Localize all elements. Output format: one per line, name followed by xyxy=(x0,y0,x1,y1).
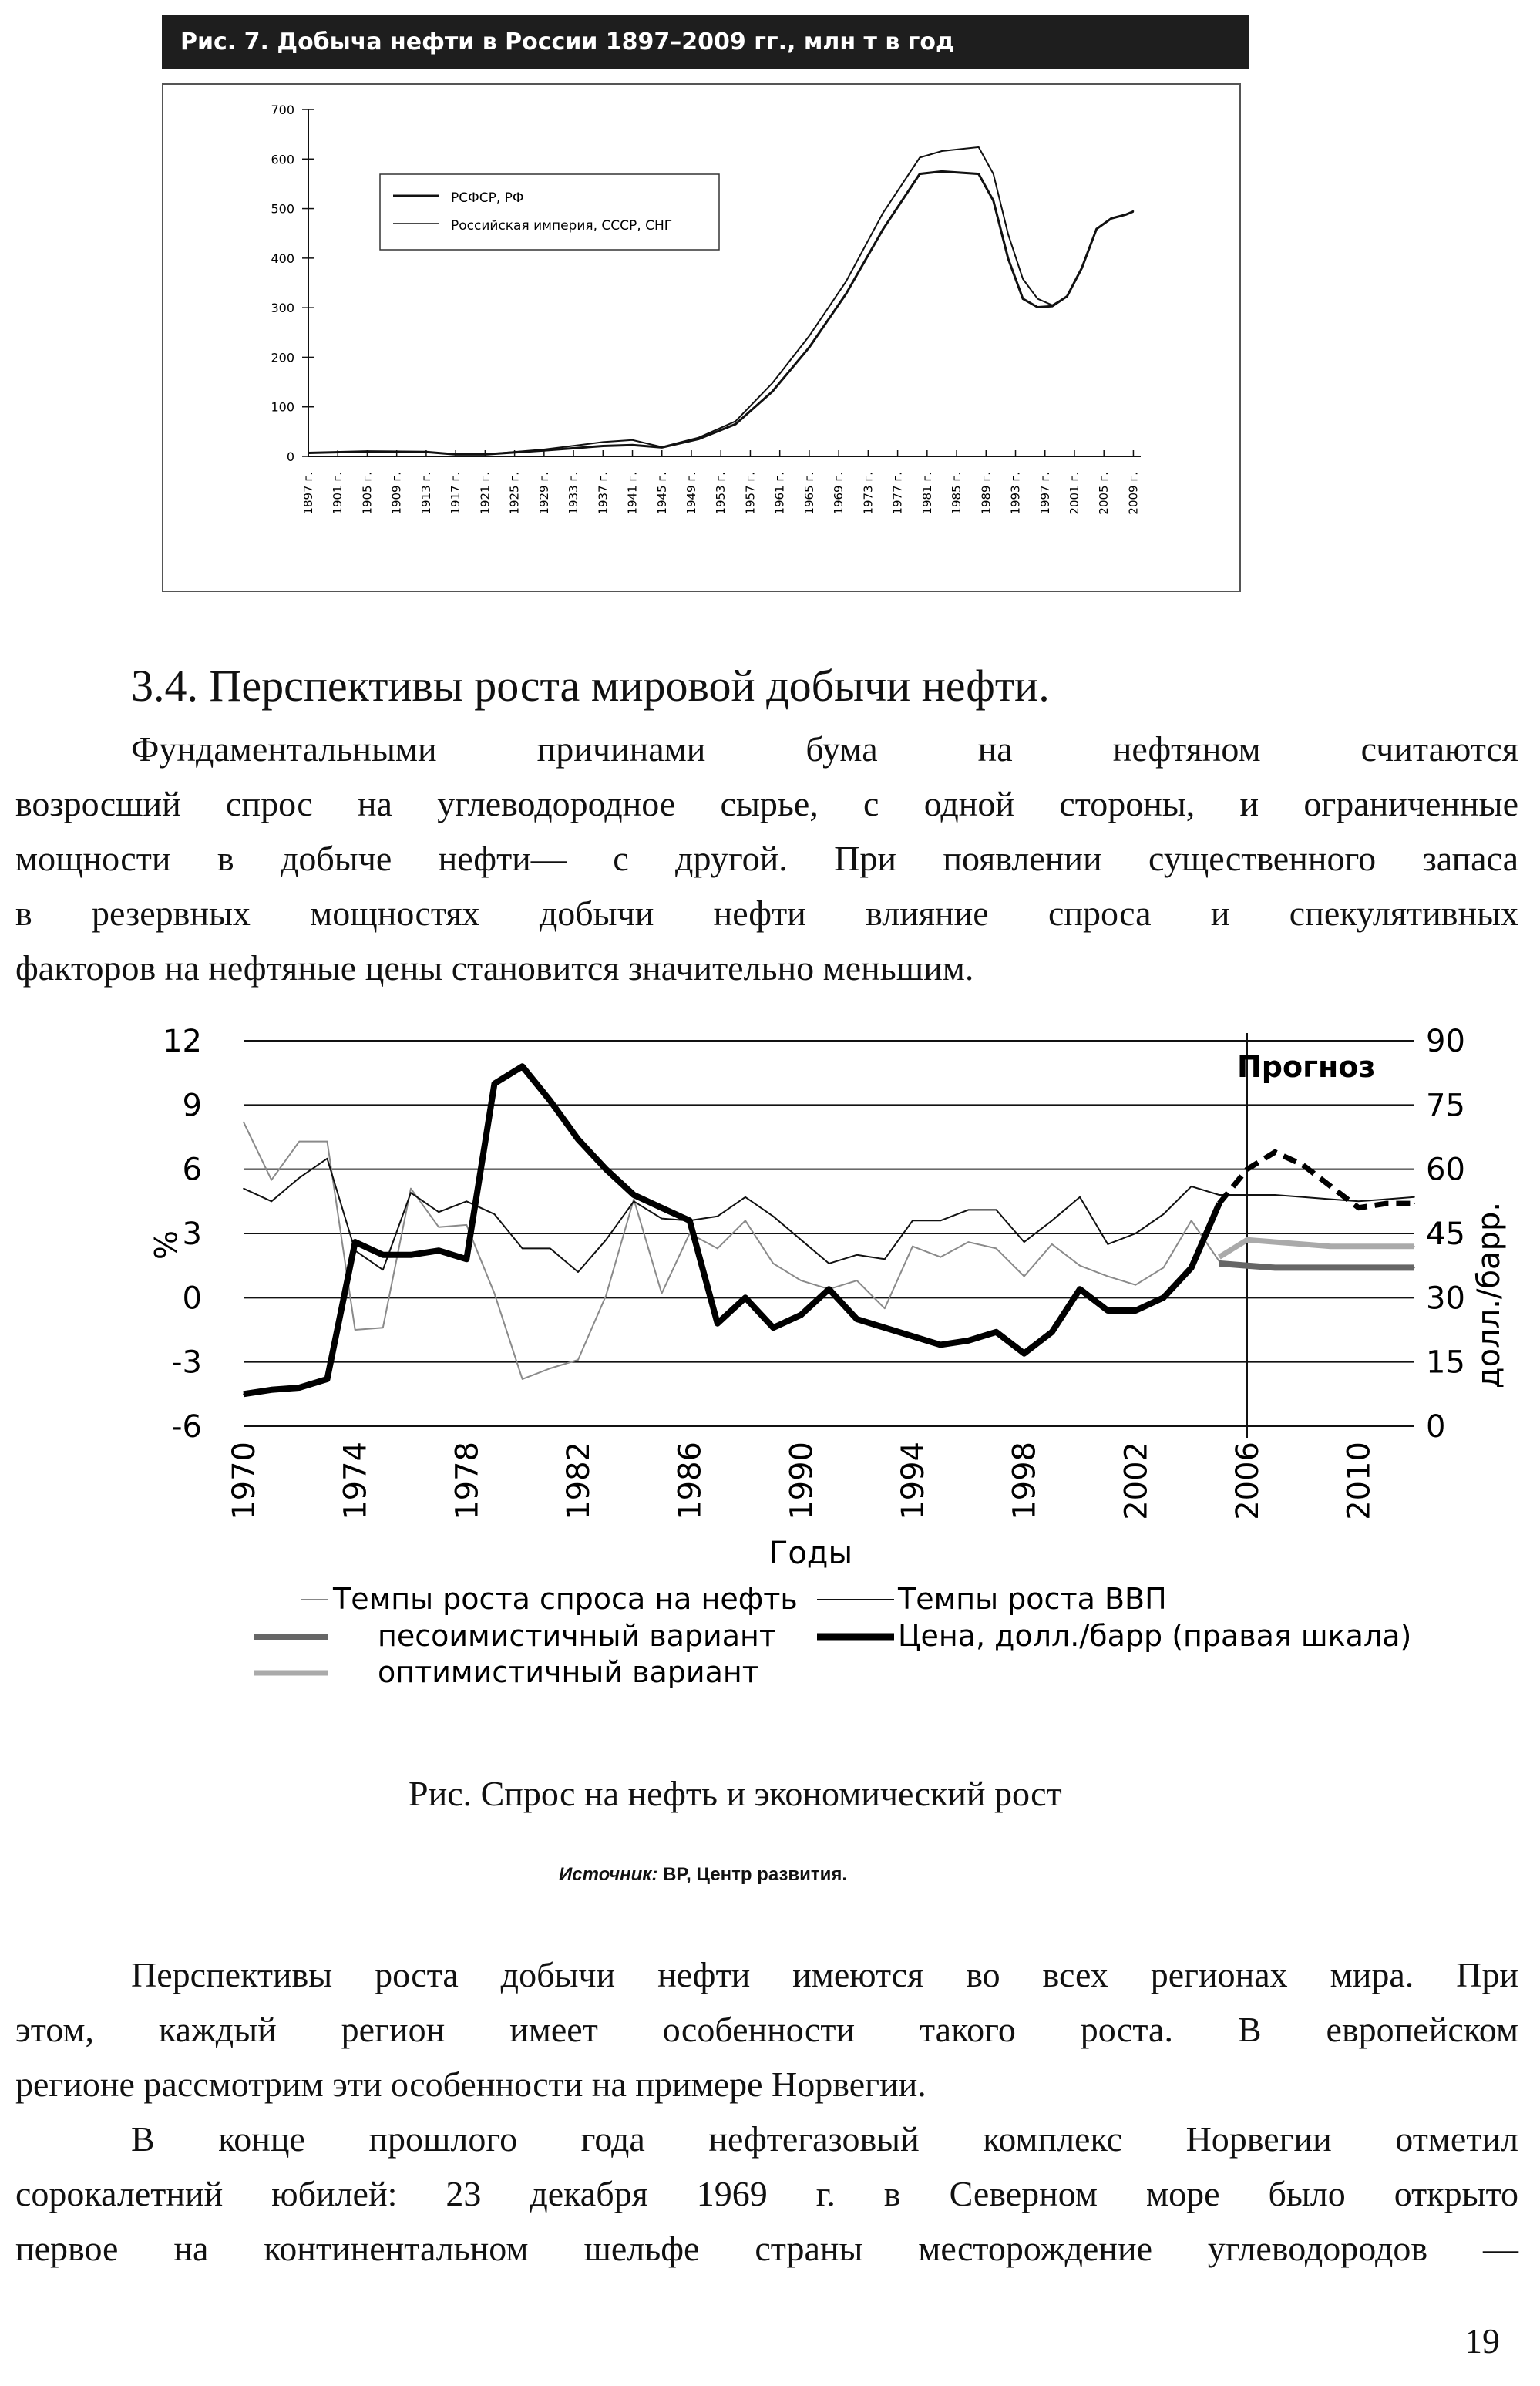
x-tick-label: 1901 г. xyxy=(331,472,345,515)
data-point xyxy=(993,200,994,202)
x-tick-label: 1965 г. xyxy=(802,472,816,515)
legend-demand: Темпы роста спроса на нефть xyxy=(333,1582,798,1616)
data-point xyxy=(1135,1284,1137,1286)
y-tick-label: 0 xyxy=(286,449,294,464)
y-right-tick-label: 45 xyxy=(1426,1217,1465,1252)
data-point xyxy=(661,1293,663,1294)
data-point xyxy=(271,1389,272,1391)
x-tick-label: 1986 xyxy=(672,1442,708,1520)
data-point xyxy=(1051,1331,1053,1333)
data-point xyxy=(1274,1194,1276,1196)
data-point xyxy=(438,1211,439,1213)
legend-opt: оптимистичный вариант xyxy=(378,1655,759,1689)
page-number: 19 xyxy=(1464,2321,1500,2361)
x-tick-label: 1970 xyxy=(227,1442,262,1520)
y-tick-label: 500 xyxy=(271,201,294,217)
legend-rsfsr: РСФСР, РФ xyxy=(451,190,524,206)
y-left-tick-label: -3 xyxy=(171,1344,202,1381)
x-tick-label: 1974 xyxy=(338,1442,374,1520)
series-line-3 xyxy=(1219,1240,1414,1257)
data-point xyxy=(243,1394,244,1395)
y-tick-label: 300 xyxy=(271,301,294,316)
data-point xyxy=(355,1329,356,1331)
data-point xyxy=(522,1378,523,1380)
data-point xyxy=(632,444,634,446)
xlabel: Годы xyxy=(768,1536,853,1571)
data-point xyxy=(438,1250,439,1251)
data-point xyxy=(299,1387,301,1388)
data-point xyxy=(883,229,884,231)
data-point xyxy=(1219,1263,1220,1264)
data-point xyxy=(689,1220,691,1222)
data-point xyxy=(243,1122,244,1123)
data-point xyxy=(455,454,456,456)
p2-line: Перспективы роста добычи нефти имеются во всех регионах мира. При xyxy=(131,1955,1518,1994)
data-point xyxy=(912,1246,913,1247)
data-point xyxy=(522,1066,523,1068)
data-point xyxy=(912,1336,913,1338)
data-point xyxy=(1246,1240,1248,1241)
data-point xyxy=(735,423,737,425)
data-point xyxy=(978,146,980,148)
x-tick-label: 1925 г. xyxy=(507,472,522,515)
data-point xyxy=(1107,1243,1108,1245)
data-point xyxy=(1125,214,1127,216)
data-point xyxy=(382,1269,384,1270)
data-point xyxy=(466,1201,468,1203)
data-point xyxy=(1330,1186,1332,1187)
data-point xyxy=(1246,1194,1248,1196)
x-tick-label: 1981 г. xyxy=(920,472,934,515)
data-point xyxy=(1081,268,1083,269)
data-point xyxy=(1246,1265,1248,1267)
data-point xyxy=(1007,234,1009,235)
data-point xyxy=(829,1288,830,1290)
data-point xyxy=(941,171,943,173)
x-tick-label: 1977 г. xyxy=(890,472,905,515)
p1-line: мощности в добыче нефти— с другой. При появлении существенного запаса xyxy=(15,839,1518,878)
data-point xyxy=(1219,1194,1220,1196)
data-point xyxy=(425,451,427,453)
data-point xyxy=(382,1327,384,1328)
data-point xyxy=(996,1210,997,1211)
data-point xyxy=(1107,1310,1108,1311)
x-tick-label: 1897 г. xyxy=(301,472,315,515)
data-point xyxy=(993,173,994,175)
data-point xyxy=(1386,1199,1387,1200)
data-point xyxy=(634,1201,635,1203)
figure-2-caption: Рис. Спрос на нефть и экономический рост xyxy=(409,1774,1062,1813)
data-point xyxy=(1191,1220,1192,1222)
data-point xyxy=(494,1293,496,1294)
data-point xyxy=(940,1220,941,1222)
figure-2-chart xyxy=(0,1002,1540,1727)
data-point xyxy=(745,1196,746,1198)
data-point xyxy=(1358,1267,1360,1269)
data-point xyxy=(485,454,486,456)
data-point xyxy=(603,446,604,447)
data-point xyxy=(494,1083,496,1085)
data-point xyxy=(883,213,884,214)
figure-2-legend xyxy=(254,1582,1411,1689)
p3-line: сорокалетний юбилей: 23 декабря 1969 г. в Северном море было открыто xyxy=(15,2174,1518,2213)
data-point xyxy=(1135,1233,1137,1234)
p1-line: в резервных мощностях добычи нефти влияние спроса и спекулятивных xyxy=(15,893,1518,933)
x-tick-label: 1941 г. xyxy=(625,472,640,515)
data-point xyxy=(1191,1186,1192,1187)
paragraph-1 xyxy=(15,722,1518,995)
data-point xyxy=(1007,258,1009,260)
data-point xyxy=(355,1241,356,1243)
data-point xyxy=(299,1177,301,1179)
data-point xyxy=(1274,1152,1276,1153)
x-tick-label: 2001 г. xyxy=(1067,472,1081,515)
y-left-tick-label: 12 xyxy=(163,1024,202,1059)
series-line-2 xyxy=(1219,1264,1414,1268)
x-tick-label: 1929 г. xyxy=(536,472,551,515)
data-point xyxy=(1135,1310,1137,1311)
y-tick-label: 400 xyxy=(271,251,294,266)
data-point xyxy=(1386,1267,1387,1269)
x-tick-label: 1937 г. xyxy=(596,472,610,515)
y-right-tick-label: 90 xyxy=(1426,1024,1465,1059)
data-point xyxy=(661,1207,663,1209)
data-point xyxy=(772,1216,774,1217)
data-point xyxy=(698,439,700,440)
p1-line: возросший спрос на углеводородное сырье, с одной стороны, и ограниченные xyxy=(15,784,1518,823)
y-left-tick-label: 6 xyxy=(182,1152,202,1188)
x-tick-label: 1994 xyxy=(896,1442,931,1520)
data-point xyxy=(550,1100,551,1102)
x-tick-label: 2002 xyxy=(1118,1442,1155,1520)
p1-line: Фундаментальными причинами бума на нефтяном считаются xyxy=(131,729,1518,769)
data-point xyxy=(968,1241,970,1243)
data-point xyxy=(382,1254,384,1256)
data-point xyxy=(772,382,773,384)
data-point xyxy=(884,1259,886,1260)
data-point xyxy=(1246,1169,1248,1170)
data-point xyxy=(912,1220,913,1222)
data-point xyxy=(1358,1246,1360,1247)
y-right-tick-label: 15 xyxy=(1426,1344,1465,1381)
data-point xyxy=(1067,296,1068,298)
data-point xyxy=(1274,1267,1276,1269)
data-point xyxy=(745,1297,746,1299)
x-tick-label: 1933 г. xyxy=(567,472,581,515)
data-point xyxy=(603,442,604,443)
source-label: Источник: xyxy=(559,1864,658,1885)
figure-1-title: Рис. 7. Добыча нефти в России 1897–2009 гг., млн т в год xyxy=(162,15,1249,69)
x-tick-label: 1961 г. xyxy=(772,472,787,515)
data-point xyxy=(996,1331,997,1333)
data-point xyxy=(1386,1203,1387,1204)
x-tick-label: 1973 г. xyxy=(861,472,876,515)
p1-line: факторов на нефтяные цены становится значительно меньшим. xyxy=(15,948,974,988)
legend-pess: песоимистичный вариант xyxy=(378,1619,776,1653)
data-point xyxy=(634,1194,635,1196)
x-tick-label: 2009 г. xyxy=(1126,472,1141,515)
x-tick-label: 1978 xyxy=(449,1442,486,1520)
data-point xyxy=(1022,298,1024,300)
data-point xyxy=(978,173,980,175)
y-left-tick-label: -6 xyxy=(171,1409,202,1445)
data-point xyxy=(1303,1196,1304,1198)
data-point xyxy=(543,450,545,452)
data-point xyxy=(1414,1246,1415,1247)
figure-2-source xyxy=(559,1864,847,1886)
data-point xyxy=(243,1188,244,1190)
p3-line: В конце прошлого года нефтегазовый комплекс Норвегии отметил xyxy=(131,2119,1518,2159)
data-point xyxy=(327,1141,328,1143)
data-point xyxy=(1079,1196,1081,1198)
data-point xyxy=(577,1139,579,1140)
data-point xyxy=(1079,1265,1081,1267)
data-point xyxy=(856,1318,858,1320)
x-tick-label: 1990 xyxy=(784,1442,820,1520)
data-point xyxy=(884,1307,886,1309)
data-point xyxy=(308,453,309,454)
x-tick-label: 2010 xyxy=(1341,1442,1377,1520)
data-point xyxy=(661,447,663,449)
data-point xyxy=(466,1259,468,1260)
data-point xyxy=(577,1271,579,1273)
data-point xyxy=(717,1216,718,1217)
y-right-tick-label: 0 xyxy=(1426,1409,1446,1445)
x-tick-label: 1989 г. xyxy=(979,472,994,515)
data-point xyxy=(1024,1276,1025,1277)
data-point xyxy=(1414,1203,1415,1204)
data-point xyxy=(968,1210,970,1211)
data-point xyxy=(1219,1257,1220,1258)
data-point xyxy=(327,1378,328,1380)
data-point xyxy=(1096,228,1098,230)
data-point xyxy=(550,1368,551,1369)
data-point xyxy=(920,173,921,175)
data-point xyxy=(634,1199,635,1200)
y-tick-label: 100 xyxy=(271,399,294,415)
data-point xyxy=(884,1327,886,1328)
data-point xyxy=(1037,307,1038,308)
data-point xyxy=(1358,1201,1360,1203)
data-point xyxy=(1358,1207,1360,1209)
data-point xyxy=(522,1248,523,1250)
data-point xyxy=(809,347,810,348)
data-point xyxy=(466,1224,468,1226)
data-point xyxy=(829,1263,830,1264)
x-tick-label: 1953 г. xyxy=(714,472,728,515)
data-point xyxy=(605,1240,607,1241)
data-point xyxy=(577,1359,579,1361)
data-point xyxy=(632,439,634,441)
data-point xyxy=(745,1220,746,1222)
x-tick-label: 1909 г. xyxy=(389,472,404,515)
data-point xyxy=(1163,1267,1165,1269)
data-point xyxy=(1274,1241,1276,1243)
paragraph-3 xyxy=(15,2112,1518,2276)
p3-line: первое на континентальном шельфе страны месторождение углеводородов — xyxy=(15,2229,1518,2268)
data-point xyxy=(996,1248,997,1250)
data-point xyxy=(920,157,921,159)
paragraph-2 xyxy=(15,1947,1518,2112)
data-point xyxy=(1107,1276,1108,1277)
legend-gdp: Темпы роста ВВП xyxy=(898,1582,1167,1616)
data-point xyxy=(941,150,943,152)
data-point xyxy=(1191,1267,1192,1269)
data-point xyxy=(299,1141,301,1143)
data-point xyxy=(1111,218,1112,220)
x-tick-label: 1998 xyxy=(1007,1442,1043,1520)
y-left-tick-label: 9 xyxy=(182,1088,202,1124)
y-tick-label: 700 xyxy=(271,103,294,117)
data-point xyxy=(809,335,810,337)
data-point xyxy=(940,1344,941,1346)
section-heading: 3.4. Перспективы роста мировой добычи нефти. xyxy=(131,661,1050,711)
data-point xyxy=(1051,1220,1053,1222)
data-point xyxy=(410,1192,412,1193)
data-point xyxy=(605,1295,607,1297)
data-point xyxy=(410,1254,412,1256)
p2-line: регионе рассмотрим эти особенности на примере Норвегии. xyxy=(15,2065,926,2104)
data-point xyxy=(1022,278,1024,280)
data-point xyxy=(1079,1288,1081,1290)
data-point xyxy=(1330,1246,1332,1247)
figure-1-chart xyxy=(162,83,1241,592)
data-point xyxy=(717,1323,718,1324)
data-point xyxy=(846,281,847,282)
data-point xyxy=(801,1314,802,1316)
y-right-tick-label: 30 xyxy=(1426,1280,1465,1317)
y-left-tick-label: 0 xyxy=(182,1280,202,1317)
y-right-tick-label: 75 xyxy=(1426,1088,1465,1124)
data-point xyxy=(494,1213,496,1215)
data-point xyxy=(271,1201,272,1203)
x-tick-label: 2006 xyxy=(1230,1442,1266,1520)
data-point xyxy=(772,1263,774,1264)
source-text: ВР, Центр развития. xyxy=(657,1864,848,1885)
y-tick-label: 200 xyxy=(271,350,294,365)
x-tick-label: 1905 г. xyxy=(360,472,375,515)
data-point xyxy=(801,1280,802,1281)
data-point xyxy=(271,1180,272,1181)
data-point xyxy=(772,391,773,392)
ylabel-left: % xyxy=(146,1230,182,1260)
data-point xyxy=(735,421,737,422)
data-point xyxy=(367,451,368,453)
x-tick-label: 1993 г. xyxy=(1008,472,1023,515)
data-point xyxy=(968,1340,970,1341)
data-point xyxy=(1330,1199,1332,1200)
data-point xyxy=(1303,1243,1304,1245)
ylabel-right: долл./барр. xyxy=(1471,1201,1507,1389)
x-tick-label: 1969 г. xyxy=(832,472,846,515)
data-point xyxy=(801,1240,802,1241)
x-tick-label: 1985 г. xyxy=(950,472,964,515)
data-point xyxy=(856,1254,858,1256)
figure-1-legend xyxy=(380,174,719,250)
x-tick-label: 1921 г. xyxy=(478,472,493,515)
data-point xyxy=(1414,1267,1415,1269)
data-point xyxy=(1051,1243,1053,1245)
x-tick-label: 1997 г. xyxy=(1037,472,1052,515)
data-point xyxy=(1303,1164,1304,1166)
data-point xyxy=(1219,1203,1220,1204)
data-point xyxy=(550,1248,551,1250)
data-point xyxy=(1330,1267,1332,1269)
x-tick-label: 2005 г. xyxy=(1097,472,1111,515)
data-point xyxy=(1037,298,1038,300)
data-point xyxy=(1163,1297,1165,1299)
legend-price: Цена, долл./барр (правая шкала) xyxy=(898,1619,1412,1653)
data-point xyxy=(327,1158,328,1159)
y-tick-label: 600 xyxy=(271,152,294,167)
data-point xyxy=(1052,305,1054,307)
data-point xyxy=(940,1257,941,1258)
data-point xyxy=(1133,211,1135,213)
data-point xyxy=(410,1188,412,1190)
data-point xyxy=(661,1218,663,1220)
series-line-4 xyxy=(244,1066,1219,1394)
x-tick-label: 1945 г. xyxy=(654,472,669,515)
data-point xyxy=(605,1169,607,1170)
data-point xyxy=(1163,1213,1165,1215)
data-point xyxy=(846,293,847,294)
data-point xyxy=(1303,1267,1304,1269)
data-point xyxy=(1024,1241,1025,1243)
data-point xyxy=(856,1280,858,1281)
data-point xyxy=(1414,1196,1415,1198)
data-point xyxy=(1024,1353,1025,1355)
y-right-tick-label: 60 xyxy=(1426,1152,1465,1188)
data-point xyxy=(438,1227,439,1228)
x-tick-label: 1982 xyxy=(561,1442,597,1520)
legend-empire: Российская империя, СССР, СНГ xyxy=(451,218,673,234)
x-tick-label: 1913 г. xyxy=(419,472,433,515)
y-left-tick-label: 3 xyxy=(182,1217,202,1252)
forecast-label: Прогноз xyxy=(1237,1050,1376,1084)
data-point xyxy=(717,1248,718,1250)
x-tick-label: 1957 г. xyxy=(743,472,758,515)
p2-line: этом, каждый регион имеет особенности такого роста. В европейском xyxy=(15,2010,1518,2049)
x-tick-label: 1917 г. xyxy=(449,472,463,515)
x-tick-label: 1949 г. xyxy=(684,472,698,515)
data-point xyxy=(772,1327,774,1328)
data-point xyxy=(1386,1246,1387,1247)
